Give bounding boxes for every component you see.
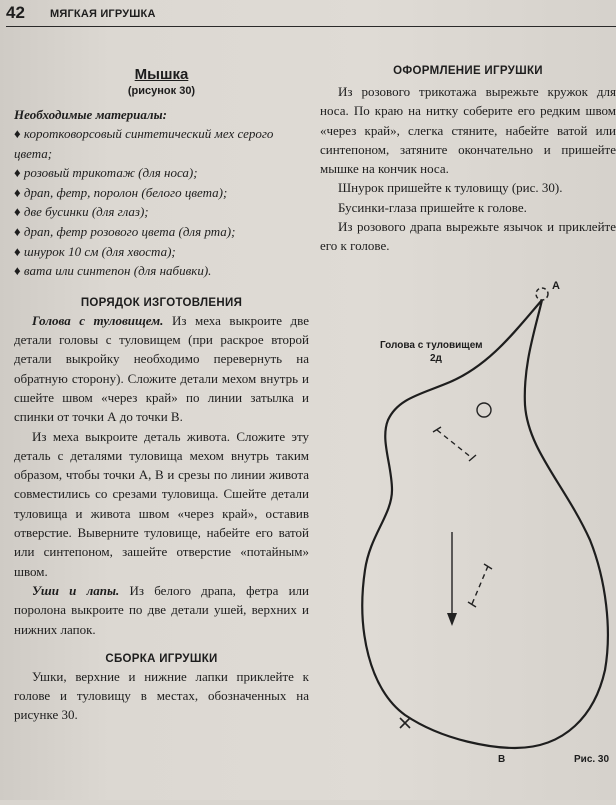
list-item: ♦ драп, фетр, поролон (белого цвета);	[14, 184, 228, 200]
pattern-count: 2д	[430, 353, 442, 364]
right-column	[320, 64, 616, 256]
list-item: ♦ коротковорсовый синтетический мех серого цвета;	[14, 126, 274, 161]
point-a-label: А	[552, 280, 560, 292]
materials-list	[14, 124, 309, 281]
list-item: ♦ розовый трикотаж (для носа);	[14, 165, 198, 181]
procedure-paragraph-3: Уши и лапы. Из белого драпа, фетра или поролона выкроите по две детали ушей, верхних и нижних лапок.	[14, 582, 309, 637]
page-number: 42	[6, 3, 25, 22]
decoration-paragraph-1: Из розового трикотажа вырежьте кружок для носа. По краю на нитку соберите его редким швом «через край», слегка стяните, набейте ватой или синтепоном, затяните окончательно и пришейте мышке на кончик носа.	[320, 84, 616, 177]
figure-caption: Рис. 30	[574, 754, 610, 765]
procedure-paragraph-1: Голова с туловищем. Из меха выкроите две детали головы с туловищем (при раскрое второй детали выкройку необходимо перевернуть на обратную сторону). Сложите детали мехом внутрь и сшейте швом «через край» по линии затылка и спинки от точки А до точки В.	[14, 312, 309, 425]
materials-heading: Необходимые материалы:	[14, 107, 167, 122]
left-column	[14, 66, 309, 725]
decoration-paragraph-4: Из розового драпа вырежьте язычок и приклейте его к голове.	[320, 219, 616, 254]
article-subtitle: (рисунок 30)	[127, 85, 196, 97]
list-item: ♦ драп, фетр розового цвета (для рта);	[14, 223, 236, 239]
assembly-paragraph: Ушки, верхние и нижние лапки приклейте к голове и туловищу в местах, обозначенных на рисунке 30.	[14, 668, 309, 723]
point-b-label: В	[498, 754, 506, 765]
list-item: ♦ вата или синтепон (для набивки).	[14, 263, 212, 279]
decoration-paragraph-2: Шнурок пришейте к туловищу (рис. 30).	[338, 180, 563, 196]
header-rule	[6, 26, 616, 27]
paragraph-lead: Голова с туловищем.	[32, 312, 164, 328]
paragraph-lead: Уши и лапы.	[32, 582, 120, 598]
assembly-heading: СБОРКА ИГРУШКИ	[105, 652, 218, 665]
sewing-pattern	[320, 270, 616, 800]
running-header: МЯГКАЯ ИГРУШКА	[50, 8, 156, 20]
decoration-heading: ОФОРМЛЕНИЕ ИГРУШКИ	[393, 65, 543, 77]
article-title: Мышка	[134, 66, 189, 83]
decoration-paragraph-3: Бусинки-глаза пришейте к голове.	[338, 199, 527, 215]
procedure-heading: ПОРЯДОК ИЗГОТОВЛЕНИЯ	[80, 296, 243, 309]
list-item: ♦ шнурок 10 см (для хвоста);	[14, 243, 176, 259]
procedure-paragraph-2: Из меха выкроите деталь живота. Сложите эту деталь с деталями туловища мехом внутрь таким образом, чтобы точки А, В и срезы по линии живота совместились со срезами туловища. Сшейте детали туловища и живота швом «через край», оставив отверстие. Выверните туловище, набейте его ватой или синтепоном, зашейте отверстие «потайным» швом.	[14, 428, 309, 579]
pattern-label: Голова с туловищем	[380, 340, 483, 351]
list-item: ♦ две бусинки (для глаз);	[14, 204, 149, 220]
